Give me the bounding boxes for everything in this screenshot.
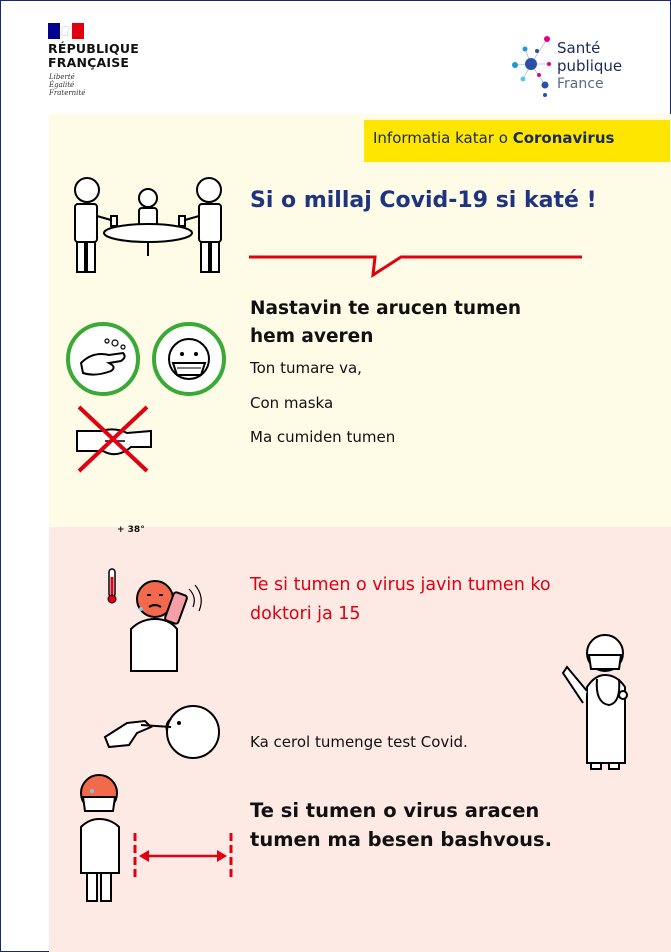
badge-highlight: Coronavirus — [512, 129, 615, 147]
main-title: Si o millaj Covid-19 si katé ! — [250, 188, 597, 213]
motto-fraternite: Fraternité — [49, 89, 86, 97]
test-covid-text: Ka cerol tumenge test Covid. — [250, 733, 468, 751]
hand-washing-icon — [65, 321, 141, 397]
badge-prefix: Informatia katar o — [373, 129, 513, 147]
isolation-text: Te si tumen o virus aracen tumen ma besen bashvous. — [250, 799, 552, 851]
covid-test-swab-icon — [101, 701, 223, 763]
republique-line: RÉPUBLIQUE — [48, 41, 139, 56]
spf-line-sante: Santé — [557, 39, 601, 57]
sick-person-phone-icon — [101, 563, 211, 673]
gesture-wear-mask: Con maska — [250, 394, 334, 412]
doctor-icon — [561, 631, 635, 771]
motto-liberte: Liberté — [49, 73, 75, 81]
people-at-table-icon — [69, 176, 227, 276]
sante-publique-logo-icon — [509, 29, 553, 99]
spf-line-publique: publique — [557, 57, 623, 75]
francaise-line: FRANÇAISE — [48, 55, 130, 70]
marianne-flag-icon — [48, 23, 84, 39]
protect-yourself-subtitle: Nastavin te arucen tumen hem averen — [250, 298, 522, 347]
republique-francaise-title — [48, 42, 139, 70]
sante-publique-wordmark — [557, 39, 622, 93]
gesture-wash-hands: Ton tumare va, — [250, 359, 362, 377]
motto-egalite: Égalité — [49, 81, 75, 89]
gesture-no-kissing: Ma cumiden tumen — [250, 428, 396, 446]
temperature-label: + 38° — [117, 525, 145, 535]
info-badge-text — [373, 129, 614, 147]
spf-line-france: France — [557, 76, 604, 92]
no-handshake-icon — [71, 401, 157, 477]
call-doctor-text: Te si tumen o virus javin tumen ko doktori ja 15 — [250, 575, 551, 624]
speech-bubble-line-icon — [247, 249, 587, 279]
face-mask-icon — [151, 321, 227, 397]
republic-motto — [49, 73, 85, 97]
isolation-distance-icon — [73, 771, 237, 905]
